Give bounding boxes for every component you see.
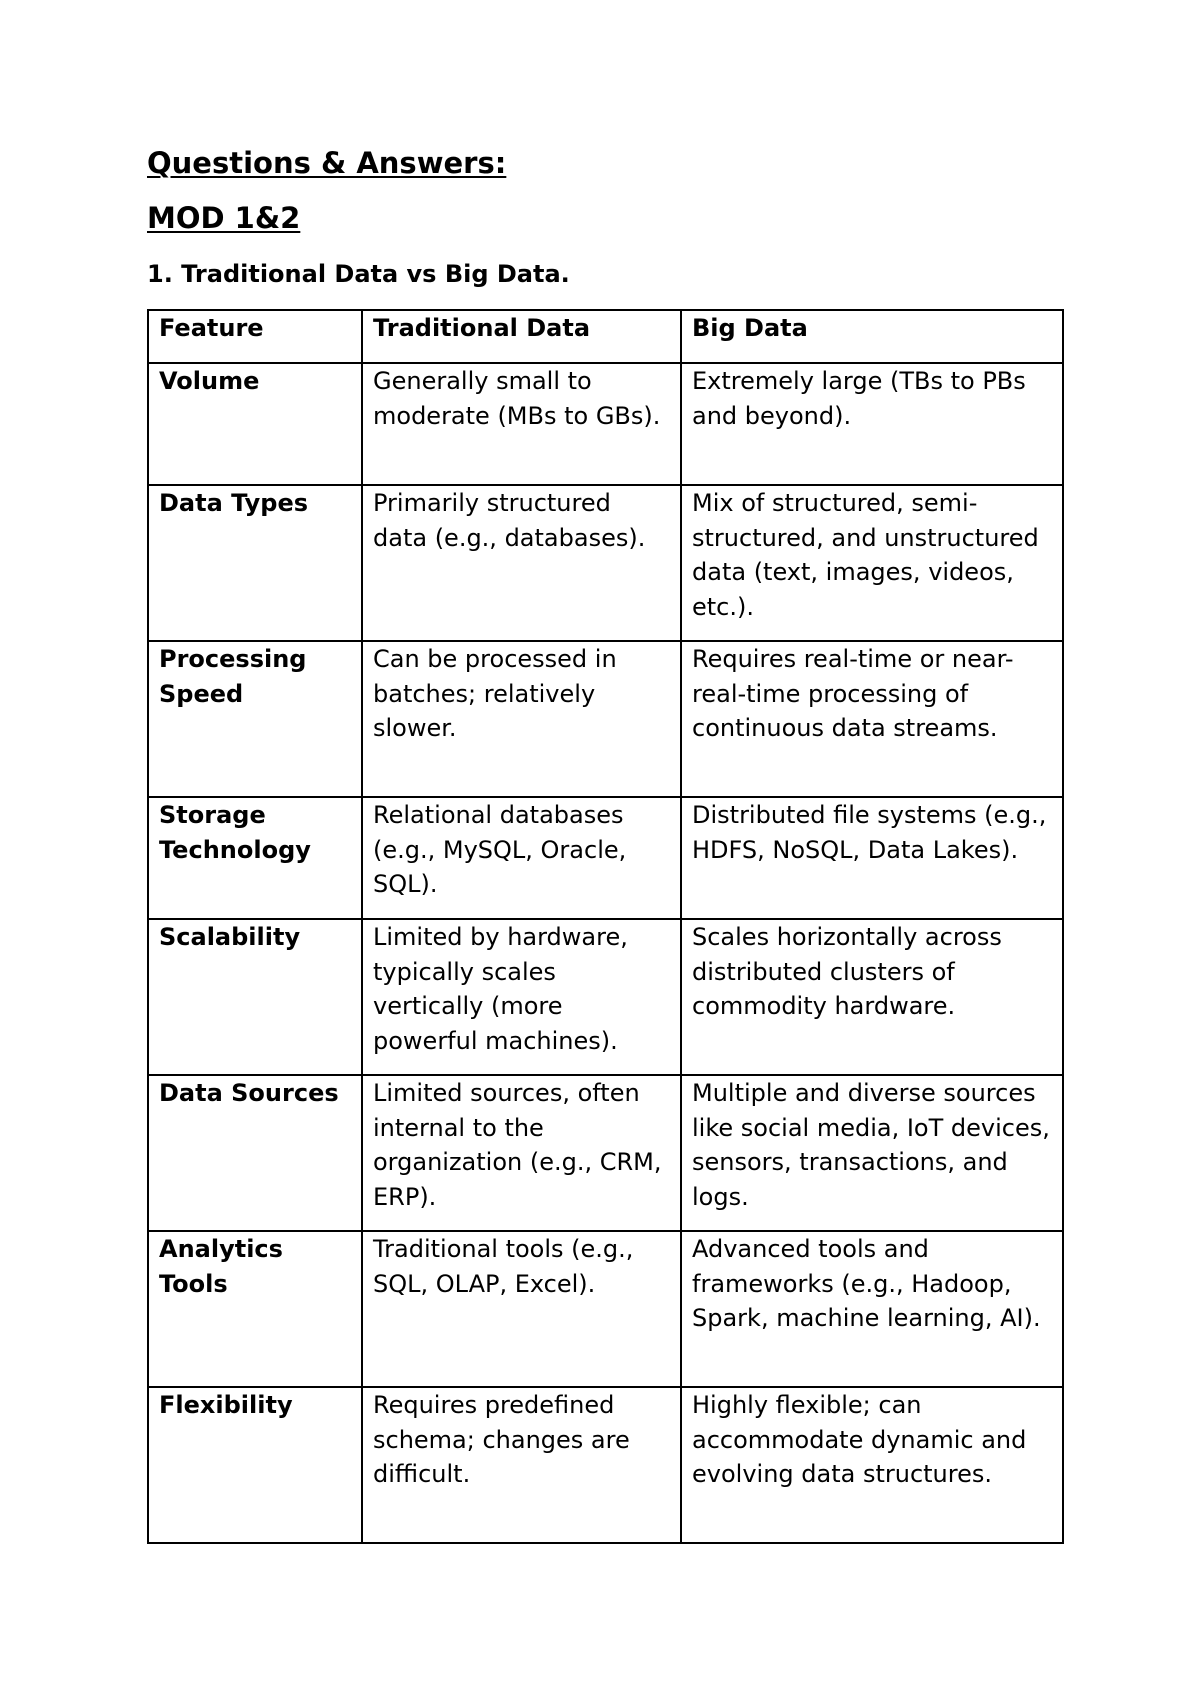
big-data-cell: Scales horizontally across distributed clusters of commodity hardware. [681,919,1063,1075]
big-data-cell: Multiple and diverse sources like social media, IoT devices, sensors, transactions, and logs. [681,1075,1063,1231]
table-row [148,363,1063,485]
table-row [148,1387,1063,1543]
traditional-cell: Generally small to moderate (MBs to GBs). [362,363,681,485]
feature-cell: Processing Speed [148,641,362,797]
question-heading: 1. Traditional Data vs Big Data. [147,260,570,288]
feature-cell: Storage Technology [148,797,362,919]
traditional-cell: Limited sources, often internal to the organization (e.g., CRM, ERP). [362,1075,681,1231]
column-header-feature: Feature [148,310,362,363]
traditional-cell: Relational databases (e.g., MySQL, Oracle, SQL). [362,797,681,919]
traditional-cell: Requires predefined schema; changes are difficult. [362,1387,681,1543]
feature-cell: Data Sources [148,1075,362,1231]
big-data-cell: Extremely large (TBs to PBs and beyond). [681,363,1063,485]
table-row [148,1231,1063,1387]
big-data-cell: Requires real-time or near-real-time processing of continuous data streams. [681,641,1063,797]
traditional-cell: Limited by hardware, typically scales vertically (more powerful machines). [362,919,681,1075]
feature-cell: Data Types [148,485,362,641]
big-data-cell: Highly flexible; can accommodate dynamic and evolving data structures. [681,1387,1063,1543]
table-row [148,641,1063,797]
table-row [148,1075,1063,1231]
feature-cell: Flexibility [148,1387,362,1543]
table-row [148,485,1063,641]
feature-cell: Analytics Tools [148,1231,362,1387]
column-header-traditional: Traditional Data [362,310,681,363]
big-data-cell: Distributed file systems (e.g., HDFS, NoSQL, Data Lakes). [681,797,1063,919]
traditional-cell: Traditional tools (e.g., SQL, OLAP, Excel). [362,1231,681,1387]
feature-cell: Scalability [148,919,362,1075]
table-row [148,797,1063,919]
module-heading: MOD 1&2 [147,201,301,235]
big-data-cell: Advanced tools and frameworks (e.g., Hadoop, Spark, machine learning, AI). [681,1231,1063,1387]
table-header-row [148,310,1063,363]
feature-cell: Volume [148,363,362,485]
traditional-cell: Primarily structured data (e.g., databases). [362,485,681,641]
page-title: Questions & Answers: [147,146,507,180]
traditional-cell: Can be processed in batches; relatively slower. [362,641,681,797]
big-data-cell: Mix of structured, semi-structured, and unstructured data (text, images, videos, etc.). [681,485,1063,641]
table-row [148,919,1063,1075]
comparison-table [147,309,1064,1544]
column-header-big-data: Big Data [681,310,1063,363]
